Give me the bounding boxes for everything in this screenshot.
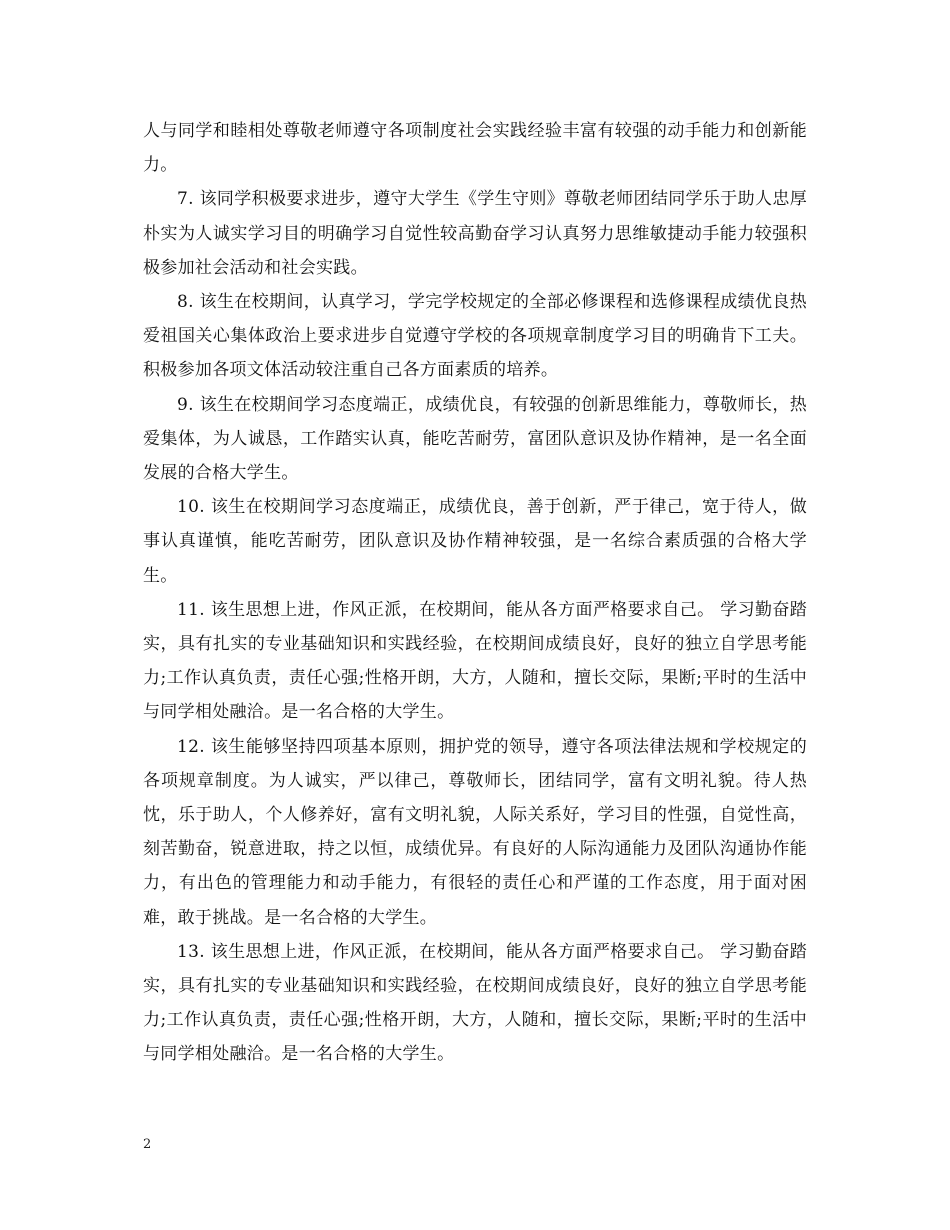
- paragraph-item-11: 11. 该生思想上进，作风正派，在校期间，能从各方面严格要求自己。 学习勤奋踏实，具有扎实的专业基础知识和实践经验，在校期间成绩良好，良好的独立自学思考能力;工作认真负责，责任心强;性格开朗，大方，人随和，擅长交际，果断;平时的生活中与同学相处融洽。是一名合格的大学生。: [143, 599, 807, 723]
- page-number: 2: [143, 1137, 152, 1152]
- paragraph-item-13: 13. 该生思想上进，作风正派，在校期间，能从各方面严格要求自己。 学习勤奋踏实，具有扎实的专业基础知识和实践经验，在校期间成绩良好，良好的独立自学思考能力;工作认真负责，责任心强;性格开朗，大方，人随和，擅长交际，果断;平时的生活中与同学相处融洽。是一名合格的大学生。: [143, 941, 807, 1065]
- paragraph-item-10: 10. 该生在校期间学习态度端正，成绩优良，善于创新，严于律己，宽于待人，做事认真谨慎，能吃苦耐劳，团队意识及协作精神较强，是一名综合素质强的合格大学生。: [143, 497, 807, 586]
- document-body: [143, 114, 807, 1072]
- paragraph-continuation: 人与同学和睦相处尊敬老师遵守各项制度社会实践经验丰富有较强的动手能力和创新能力。: [143, 121, 807, 176]
- paragraph-item-7: 7. 该同学积极要求进步，遵守大学生《学生守则》尊敬老师团结同学乐于助人忠厚朴实为人诚实学习目的明确学习自觉性较高勤奋学习认真努力思维敏捷动手能力较强积极参加社会活动和社会实践。: [143, 189, 807, 278]
- paragraph-item-8: 8. 该生在校期间，认真学习，学完学校规定的全部必修课程和选修课程成绩优良热爱祖国关心集体政治上要求进步自觉遵守学校的各项规章制度学习目的明确肯下工夫。积极参加各项文体活动较注重自己各方面素质的培养。: [143, 292, 807, 381]
- paragraph-item-12: 12. 该生能够坚持四项基本原则，拥护党的领导，遵守各项法律法规和学校规定的各项规章制度。为人诚实，严以律己，尊敬师长，团结同学，富有文明礼貌。待人热忱，乐于助人，个人修养好，富有文明礼貌，人际关系好，学习目的性强，自觉性高，刻苦勤奋，锐意进取，持之以恒，成绩优异。有良好的人际沟通能力及团队沟通协作能力，有出色的管理能力和动手能力，有很轻的责任心和严谨的工作态度，用于面对困难，敢于挑战。是一名合格的大学生。: [143, 736, 807, 928]
- paragraph-item-9: 9. 该生在校期间学习态度端正，成绩优良，有较强的创新思维能力，尊敬师长，热爱集体，为人诚恳，工作踏实认真，能吃苦耐劳，富团队意识及协作精神，是一名全面发展的合格大学生。: [143, 394, 807, 484]
